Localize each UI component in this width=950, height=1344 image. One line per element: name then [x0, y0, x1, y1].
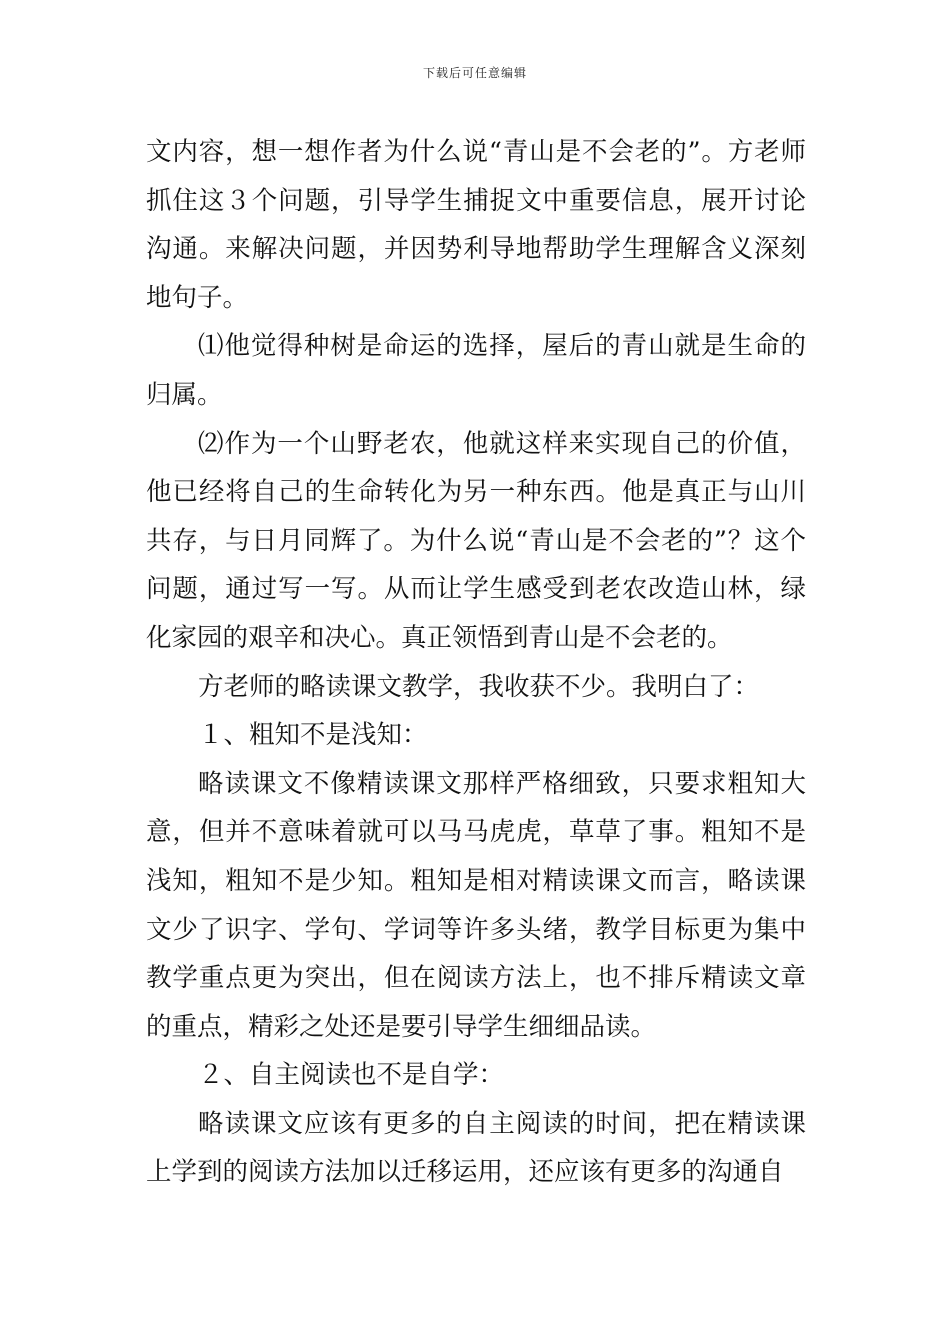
paragraph-summary-intro: 方老师的略读课文教学，我收获不少。我明白了：	[198, 671, 760, 702]
paragraph-section-1: 略读课文不像精读课文那样严格细致，只要求粗知大意，但并不意味着就可以马马虎虎，草草了事。粗知不是浅知，粗知不是少知。粗知是相对精读课文而言，略读课文少了识字、学句、学词等许多头绪，教学目标更为集中教学重点更为突出，但在阅读方法上，也不排斥精读文章的重点，精彩之处还是要引导学生细细品读。	[146, 768, 806, 1042]
section-heading-2: ２、自主阅读也不是自学：	[198, 1060, 505, 1091]
paragraph-point-1: ⑴他觉得种树是命运的选择，屋后的青山就是生命的归属。	[146, 331, 806, 410]
section-heading-1: １、粗知不是浅知：	[198, 720, 428, 751]
document-body	[146, 128, 806, 1197]
paragraph-point-2: ⑵作为一个山野老农，他就这样来实现自己的价值，他已经将自己的生命转化为另一种东西。他是真正与山川共存，与日月同辉了。为什么说“青山是不会老的”？这个问题，通过写一写。从而让学生感受到老农改造山林，绿化家园的艰辛和决心。真正领悟到青山是不会老的。	[146, 428, 806, 653]
paragraph-continued: 文内容，想一想作者为什么说“青山是不会老的”。方老师抓住这３个问题，引导学生捕捉文中重要信息，展开讨论沟通。来解决问题，并因势利导地帮助学生理解含义深刻地句子。	[146, 137, 806, 313]
page-header-note: 下载后可任意编辑	[422, 66, 527, 80]
paragraph-section-2: 略读课文应该有更多的自主阅读的时间，把在精读课上学到的阅读方法加以迁移运用，还应该有更多的沟通自	[146, 1108, 806, 1188]
